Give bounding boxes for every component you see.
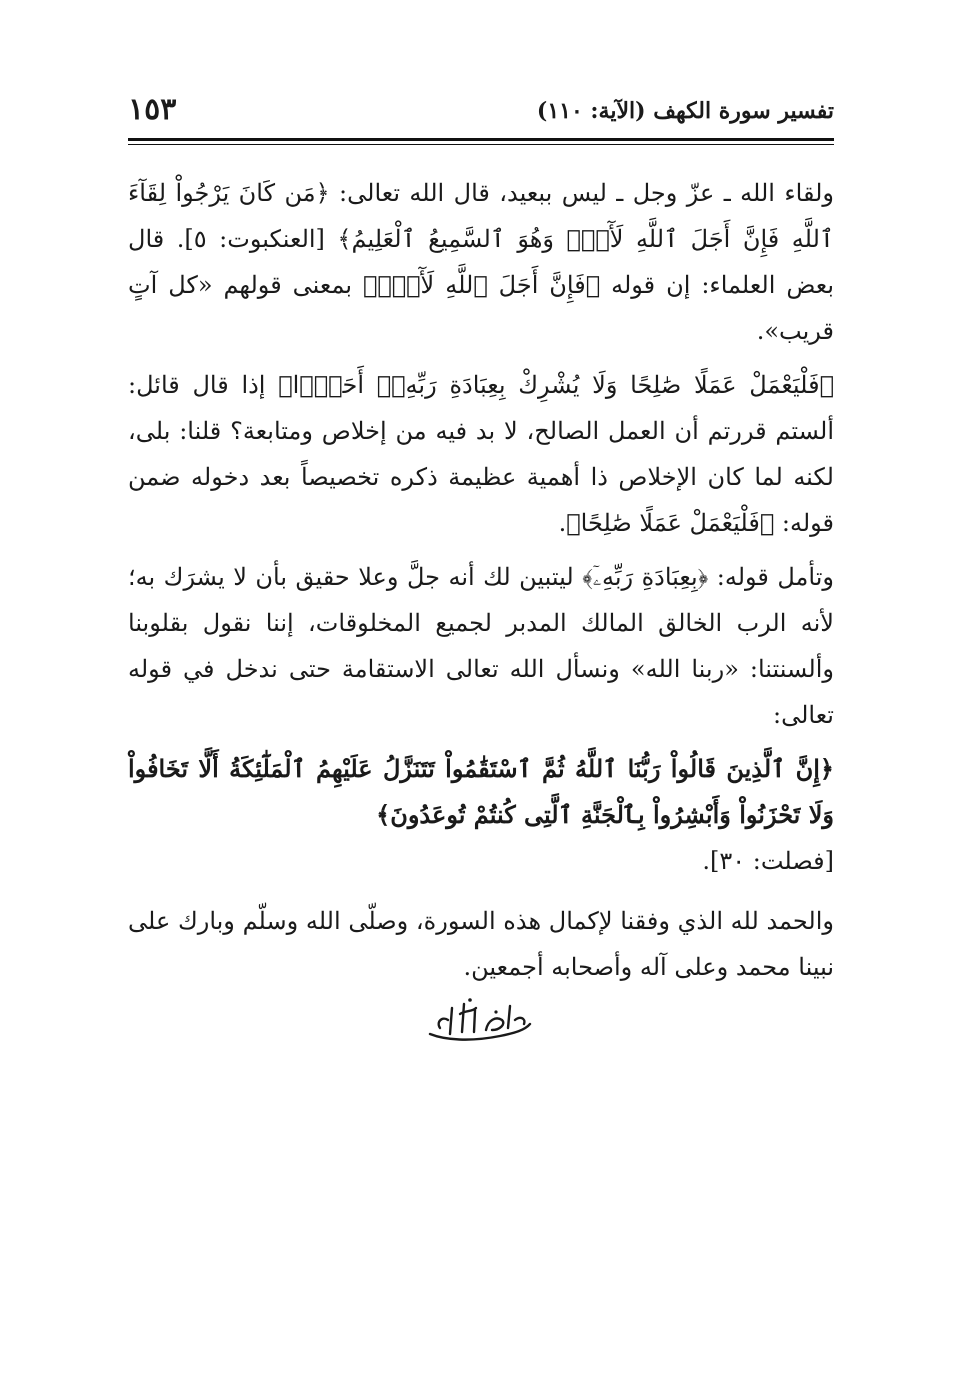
page-header (128, 92, 834, 134)
running-title: تفسير سورة الكهف (الآية: ١١٠) (536, 98, 834, 124)
header-rule-thick (128, 138, 834, 141)
paragraph-2: ﴿فَلْيَعْمَلْ عَمَلًا صَٰلِحًا وَلَا يُشْرِكْ بِعِبَادَةِ رَبِّهِۦٓ أَحَدًۢا﴾ إذا قال قائل: ألستم قررتم أن العمل الصالح، لا بد فيه من إخلاص ومتابعة؟ قلنا: بلى، لكنه لما كان الإخلاص ذا أهمية عظيمة ذكره تخصيصاً بعد دخوله ضمن قوله: ﴿فَلْيَعْمَلْ عَمَلًا صَٰلِحًا﴾. (128, 371, 834, 537)
ayah-reference: [فصلت: ٣٠]. (702, 847, 834, 875)
paragraph-1: ولقاء الله ـ عزّ وجل ـ ليس ببعيد، قال الله تعالى: ﴿مَن كَانَ يَرْجُواْ لِقَآءَ ٱللَّهِ فَإِنَّ أَجَلَ ٱللَّهِ لَأٓتٍۚ وَهُوَ ٱلسَّمِيعُ ٱلْعَلِيمُ﴾ [العنكبوت: ٥]. قال بعض العلماء: إن قوله ﴿فَإِنَّ أَجَلَ ٱللَّهِ لَأٓتٍۚ﴾ بمعنى قولهم «كل آتٍ قريب». (128, 179, 834, 345)
header-rule-thin (128, 144, 834, 145)
page-body (128, 170, 834, 998)
closing-paragraph: والحمد لله الذي وفقنا لإكمال هذه السورة، وصلّى الله وسلّم وبارك على نبينا محمد وعلى آله وأصحابه أجمعين. (128, 907, 834, 981)
paragraph-3: وتأمل قوله: ﴿بِعِبَادَةِ رَبِّهِۦٓ﴾ ليتبين لك أنه جلَّ وعلا حقيق بأن لا يشرَك به؛ لأنه الرب الخالق المالك المدبر لجميع المخلوقات، إننا نقول بقلوبنا وألسنتنا: «ربنا الله» ونسأل الله تعالى الاستقامة حتى ندخل في قوله تعالى: (128, 563, 834, 729)
quoted-ayah: ﴿إِنَّ ٱلَّذِينَ قَالُواْ رَبُّنَا ٱللَّهُ ثُمَّ ٱسْتَقَٰمُواْ تَتَنَزَّلُ عَلَيْهِمُ ٱلْمَلَٰٓئِكَةُ أَلَّا تَخَافُواْ وَلَا تَحْزَنُواْ وَأَبْشِرُواْ بِٱلْجَنَّةِ ٱلَّتِى كُنتُمْ تُوعَدُونَ﴾ (128, 754, 834, 829)
calligraphy-alhamdulillah-icon (400, 990, 560, 1050)
page-number: ١٥٣ (128, 92, 177, 127)
